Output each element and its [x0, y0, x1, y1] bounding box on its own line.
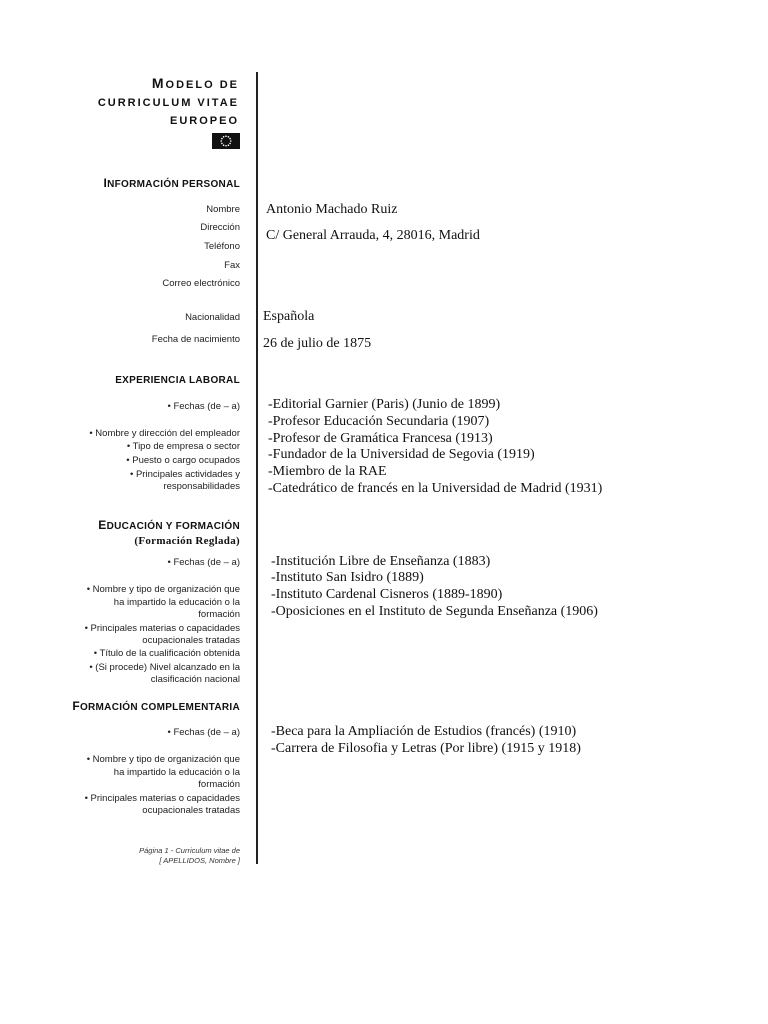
label-edu-fechas: • Fechas (de – a): [167, 557, 240, 568]
label-nacimiento: Fecha de nacimiento: [151, 334, 240, 345]
label-edu-nivel: • (Si procede) Nivel alcanzado en la: [89, 662, 240, 673]
label-exp-empleador: • Nombre y dirección del empleador: [89, 428, 240, 439]
cv-title: [98, 74, 239, 130]
label-comp-materias-2: ocupacionales tratadas: [142, 805, 240, 816]
title-line-3: EUROPEO: [169, 115, 239, 127]
label-edu-organizacion-2: ha impartido la educación o la: [113, 597, 240, 608]
exp-entry: -Editorial Garnier (Paris) (Junio de 1899): [268, 397, 501, 412]
label-comp-organizacion-2: ha impartido la educación o la: [113, 767, 240, 778]
value-nacimiento: 26 de julio de 1875: [263, 336, 372, 351]
label-nombre: Nombre: [206, 204, 240, 215]
edu-entry: -Institución Libre de Enseñanza (1883): [271, 554, 491, 569]
section-heading-educacion: EDUCACIÓN Y FORMACIÓN (Formación Reglada): [98, 518, 240, 547]
title-line-1: MODELO DE: [151, 75, 239, 91]
label-exp-actividades: • Principales actividades y: [130, 469, 240, 480]
label-comp-fechas: • Fechas (de – a): [167, 727, 240, 738]
label-edu-titulo: • Título de la cualificación obtenida: [93, 648, 240, 659]
label-edu-nivel-2: clasificación nacional: [150, 674, 240, 685]
label-fax: Fax: [224, 260, 240, 271]
label-nacionalidad: Nacionalidad: [185, 312, 240, 323]
exp-entry: -Profesor de Gramática Francesa (1913): [268, 431, 493, 446]
label-direccion: Dirección: [200, 222, 240, 233]
comp-entry: -Beca para la Ampliación de Estudios (francés) (1910): [271, 724, 577, 739]
section-heading-experiencia: EXPERIENCIA LABORAL: [115, 375, 240, 386]
label-correo: Correo electrónico: [162, 278, 240, 289]
page-footer: [139, 846, 240, 866]
label-edu-organizacion-3: formación: [198, 609, 240, 620]
value-nacionalidad: Española: [263, 309, 315, 324]
label-edu-organizacion: • Nombre y tipo de organización que: [86, 584, 240, 595]
exp-entry: -Miembro de la RAE: [268, 464, 387, 479]
exp-entry: -Fundador de la Universidad de Segovia (1919): [268, 447, 535, 462]
footer-name-line: [ APELLIDOS, Nombre ]: [159, 856, 240, 865]
column-divider: [256, 72, 258, 864]
label-exp-puesto: • Puesto o cargo ocupados: [126, 455, 240, 466]
footer-page-line: Página 1 - Curriculum vitae de: [139, 846, 240, 855]
exp-entry: -Profesor Educación Secundaria (1907): [268, 414, 490, 429]
section-heading-complementaria: FORMACIÓN COMPLEMENTARIA: [72, 699, 240, 713]
edu-entry: -Instituto San Isidro (1889): [271, 570, 424, 585]
label-comp-organizacion: • Nombre y tipo de organización que: [86, 754, 240, 765]
label-comp-organizacion-3: formación: [198, 779, 240, 790]
title-line-2: CURRICULUM VITAE: [97, 97, 239, 109]
label-telefono: Teléfono: [204, 241, 240, 252]
value-direccion: C/ General Arrauda, 4, 28016, Madrid: [266, 228, 480, 243]
section-subheading-reglada: (Formación Reglada): [134, 535, 240, 547]
label-exp-fechas: • Fechas (de – a): [167, 401, 240, 412]
section-heading-personal: INFORMACIÓN PERSONAL: [103, 176, 240, 190]
exp-entry: -Catedrático de francés en la Universidad de Madrid (1931): [268, 481, 603, 496]
label-edu-materias: • Principales materias o capacidades: [84, 623, 240, 634]
edu-entry: -Instituto Cardenal Cisneros (1889-1890): [271, 587, 503, 602]
label-exp-responsabilidades: responsabilidades: [163, 481, 240, 492]
edu-entry: -Oposiciones en el Instituto de Segunda Enseñanza (1906): [271, 604, 598, 619]
comp-entry: -Carrera de Filosofia y Letras (Por libre) (1915 y 1918): [271, 741, 581, 756]
value-nombre: Antonio Machado Ruiz: [266, 202, 398, 217]
label-comp-materias: • Principales materias o capacidades: [84, 793, 240, 804]
label-exp-tipo-empresa: • Tipo de empresa o sector: [126, 441, 240, 452]
eu-flag-icon: [212, 133, 240, 149]
label-edu-materias-2: ocupacionales tratadas: [142, 635, 240, 646]
